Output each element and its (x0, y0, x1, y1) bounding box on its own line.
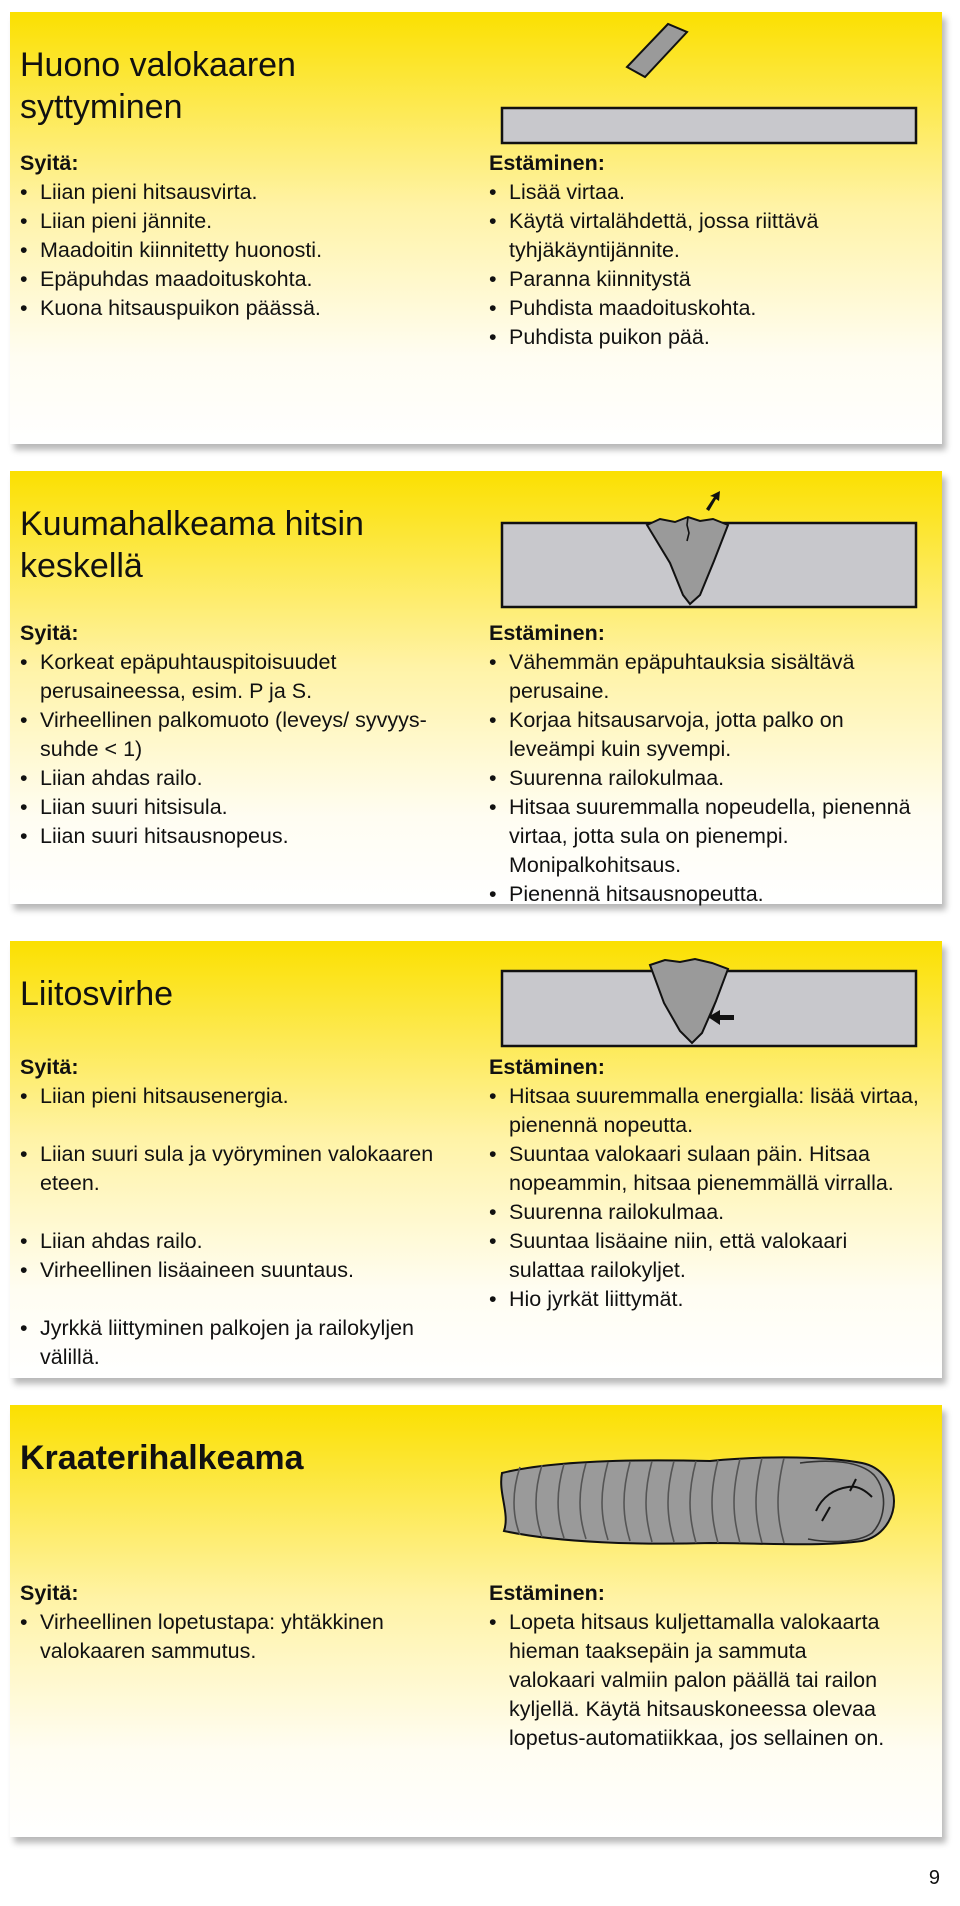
prevention-list (489, 1608, 889, 1753)
lack-of-fusion-weld-illustration (490, 951, 920, 1051)
section-title: Kraaterihalkeama (20, 1439, 304, 1477)
list-item: • Hio jyrkät liittymät. (489, 1285, 919, 1314)
list-item: • Lisää virtaa. (489, 178, 919, 207)
list-item: • Lopeta hitsaus kuljettamalla valokaarta hieman taaksepäin ja sammuta valokaari valmiin palon päällä tai railon kyljellä. Käytä hitsauskoneessa olevaa lopetus-automatiikkaa, jos sellainen on. (489, 1608, 889, 1753)
list-item: • Virheellinen lisäaineen suuntaus. (20, 1256, 460, 1285)
section-card-crater-crack (10, 1405, 942, 1837)
causes-label: Syitä: (20, 151, 79, 175)
list-item: • Liian ahdas railo. (20, 1227, 460, 1256)
crater-crack-bead-illustration (490, 1445, 920, 1555)
list-item: • Maadoitin kiinnitetty huonosti. (20, 236, 460, 265)
list-item: • Pienennä hitsausnopeutta. (489, 880, 919, 909)
list-item: • Suuntaa lisäaine niin, että valokaari sulattaa railokyljet. (489, 1227, 919, 1285)
causes-list (20, 1608, 460, 1666)
prevention-label: Estäminen: (489, 1055, 605, 1079)
list-item: • Suuntaa valokaari sulaan päin. Hitsaa nopeammin, hitsaa pienemmällä virralla. (489, 1140, 919, 1198)
list-item: • Paranna kiinnitystä (489, 265, 919, 294)
weld-bead (501, 1457, 894, 1544)
section-card-lack-of-fusion (10, 941, 942, 1378)
list-item: • Puhdista puikon pää. (489, 323, 919, 352)
list-item: • Kuona hitsauspuikon päässä. (20, 294, 460, 323)
list-item: • Vähemmän epäpuhtauksia sisältävä perusaine. (489, 648, 919, 706)
base-plate (502, 108, 916, 143)
causes-column (20, 149, 460, 323)
causes-label: Syitä: (20, 621, 79, 645)
prevention-list (489, 648, 919, 909)
list-item: • Jyrkkä liittyminen palkojen ja railokyljen välillä. (20, 1314, 460, 1372)
list-item: • Virheellinen lopetustapa: yhtäkkinen valokaaren sammutus. (20, 1608, 460, 1666)
causes-label: Syitä: (20, 1581, 79, 1605)
causes-list (20, 178, 460, 323)
prevention-column (489, 1053, 919, 1314)
list-item: • Suurenna railokulmaa. (489, 764, 919, 793)
causes-column (20, 619, 460, 851)
list-item: • Hitsaa suuremmalla energialla: lisää virtaa, pienennä nopeutta. (489, 1082, 919, 1140)
list-item: • Virheellinen palkomuoto (leveys/ syvyys-suhde < 1) (20, 706, 460, 764)
hot-crack-weld-illustration (490, 489, 920, 614)
list-item: • Liian pieni jännite. (20, 207, 460, 236)
causes-column (20, 1579, 460, 1666)
list-item: • Käytä virtalähdettä, jossa riittävä tyhjäkäyntijännite. (489, 207, 919, 265)
list-item: • Liian pieni hitsausvirta. (20, 178, 460, 207)
prevention-column (489, 149, 919, 352)
list-item: • Liian pieni hitsausenergia. (20, 1082, 460, 1111)
list-item: • Korkeat epäpuhtauspitoisuudet perusaineessa, esim. P ja S. (20, 648, 460, 706)
list-item: • Hitsaa suuremmalla nopeudella, pienennä virtaa, jotta sula on pienempi. Monipalkohitsaus. (489, 793, 919, 880)
section-card-hot-crack (10, 471, 942, 904)
list-item: • Liian suuri hitsausnopeus. (20, 822, 460, 851)
prevention-label: Estäminen: (489, 151, 605, 175)
arrow-icon (706, 491, 720, 511)
prevention-list (489, 1082, 919, 1314)
electrode-plate-illustration (490, 22, 920, 147)
page-number: 9 (928, 1867, 940, 1889)
section-title: Liitosvirhe (20, 975, 174, 1013)
causes-label: Syitä: (20, 1055, 79, 1079)
prevention-label: Estäminen: (489, 621, 605, 645)
causes-list (20, 648, 460, 851)
causes-list (20, 1082, 460, 1372)
section-title: Kuumahalkeama hitsin keskellä (20, 505, 364, 585)
list-item: • Liian ahdas railo. (20, 764, 460, 793)
list-item: • Suurenna railokulmaa. (489, 1198, 919, 1227)
list-item: • Epäpuhdas maadoituskohta. (20, 265, 460, 294)
prevention-column (489, 1579, 889, 1753)
list-item: • Liian suuri hitsisula. (20, 793, 460, 822)
prevention-list (489, 178, 919, 352)
list-item: • Korjaa hitsausarvoja, jotta palko on leveämpi kuin syvempi. (489, 706, 919, 764)
section-title: Huono valokaaren syttyminen (20, 46, 296, 126)
section-card-arc-ignition (10, 12, 942, 444)
list-item: • Puhdista maadoituskohta. (489, 294, 919, 323)
list-item: • Liian suuri sula ja vyöryminen valokaaren eteen. (20, 1140, 460, 1198)
prevention-label: Estäminen: (489, 1581, 605, 1605)
causes-column (20, 1053, 460, 1372)
electrode-rod (627, 24, 687, 77)
prevention-column (489, 619, 919, 909)
